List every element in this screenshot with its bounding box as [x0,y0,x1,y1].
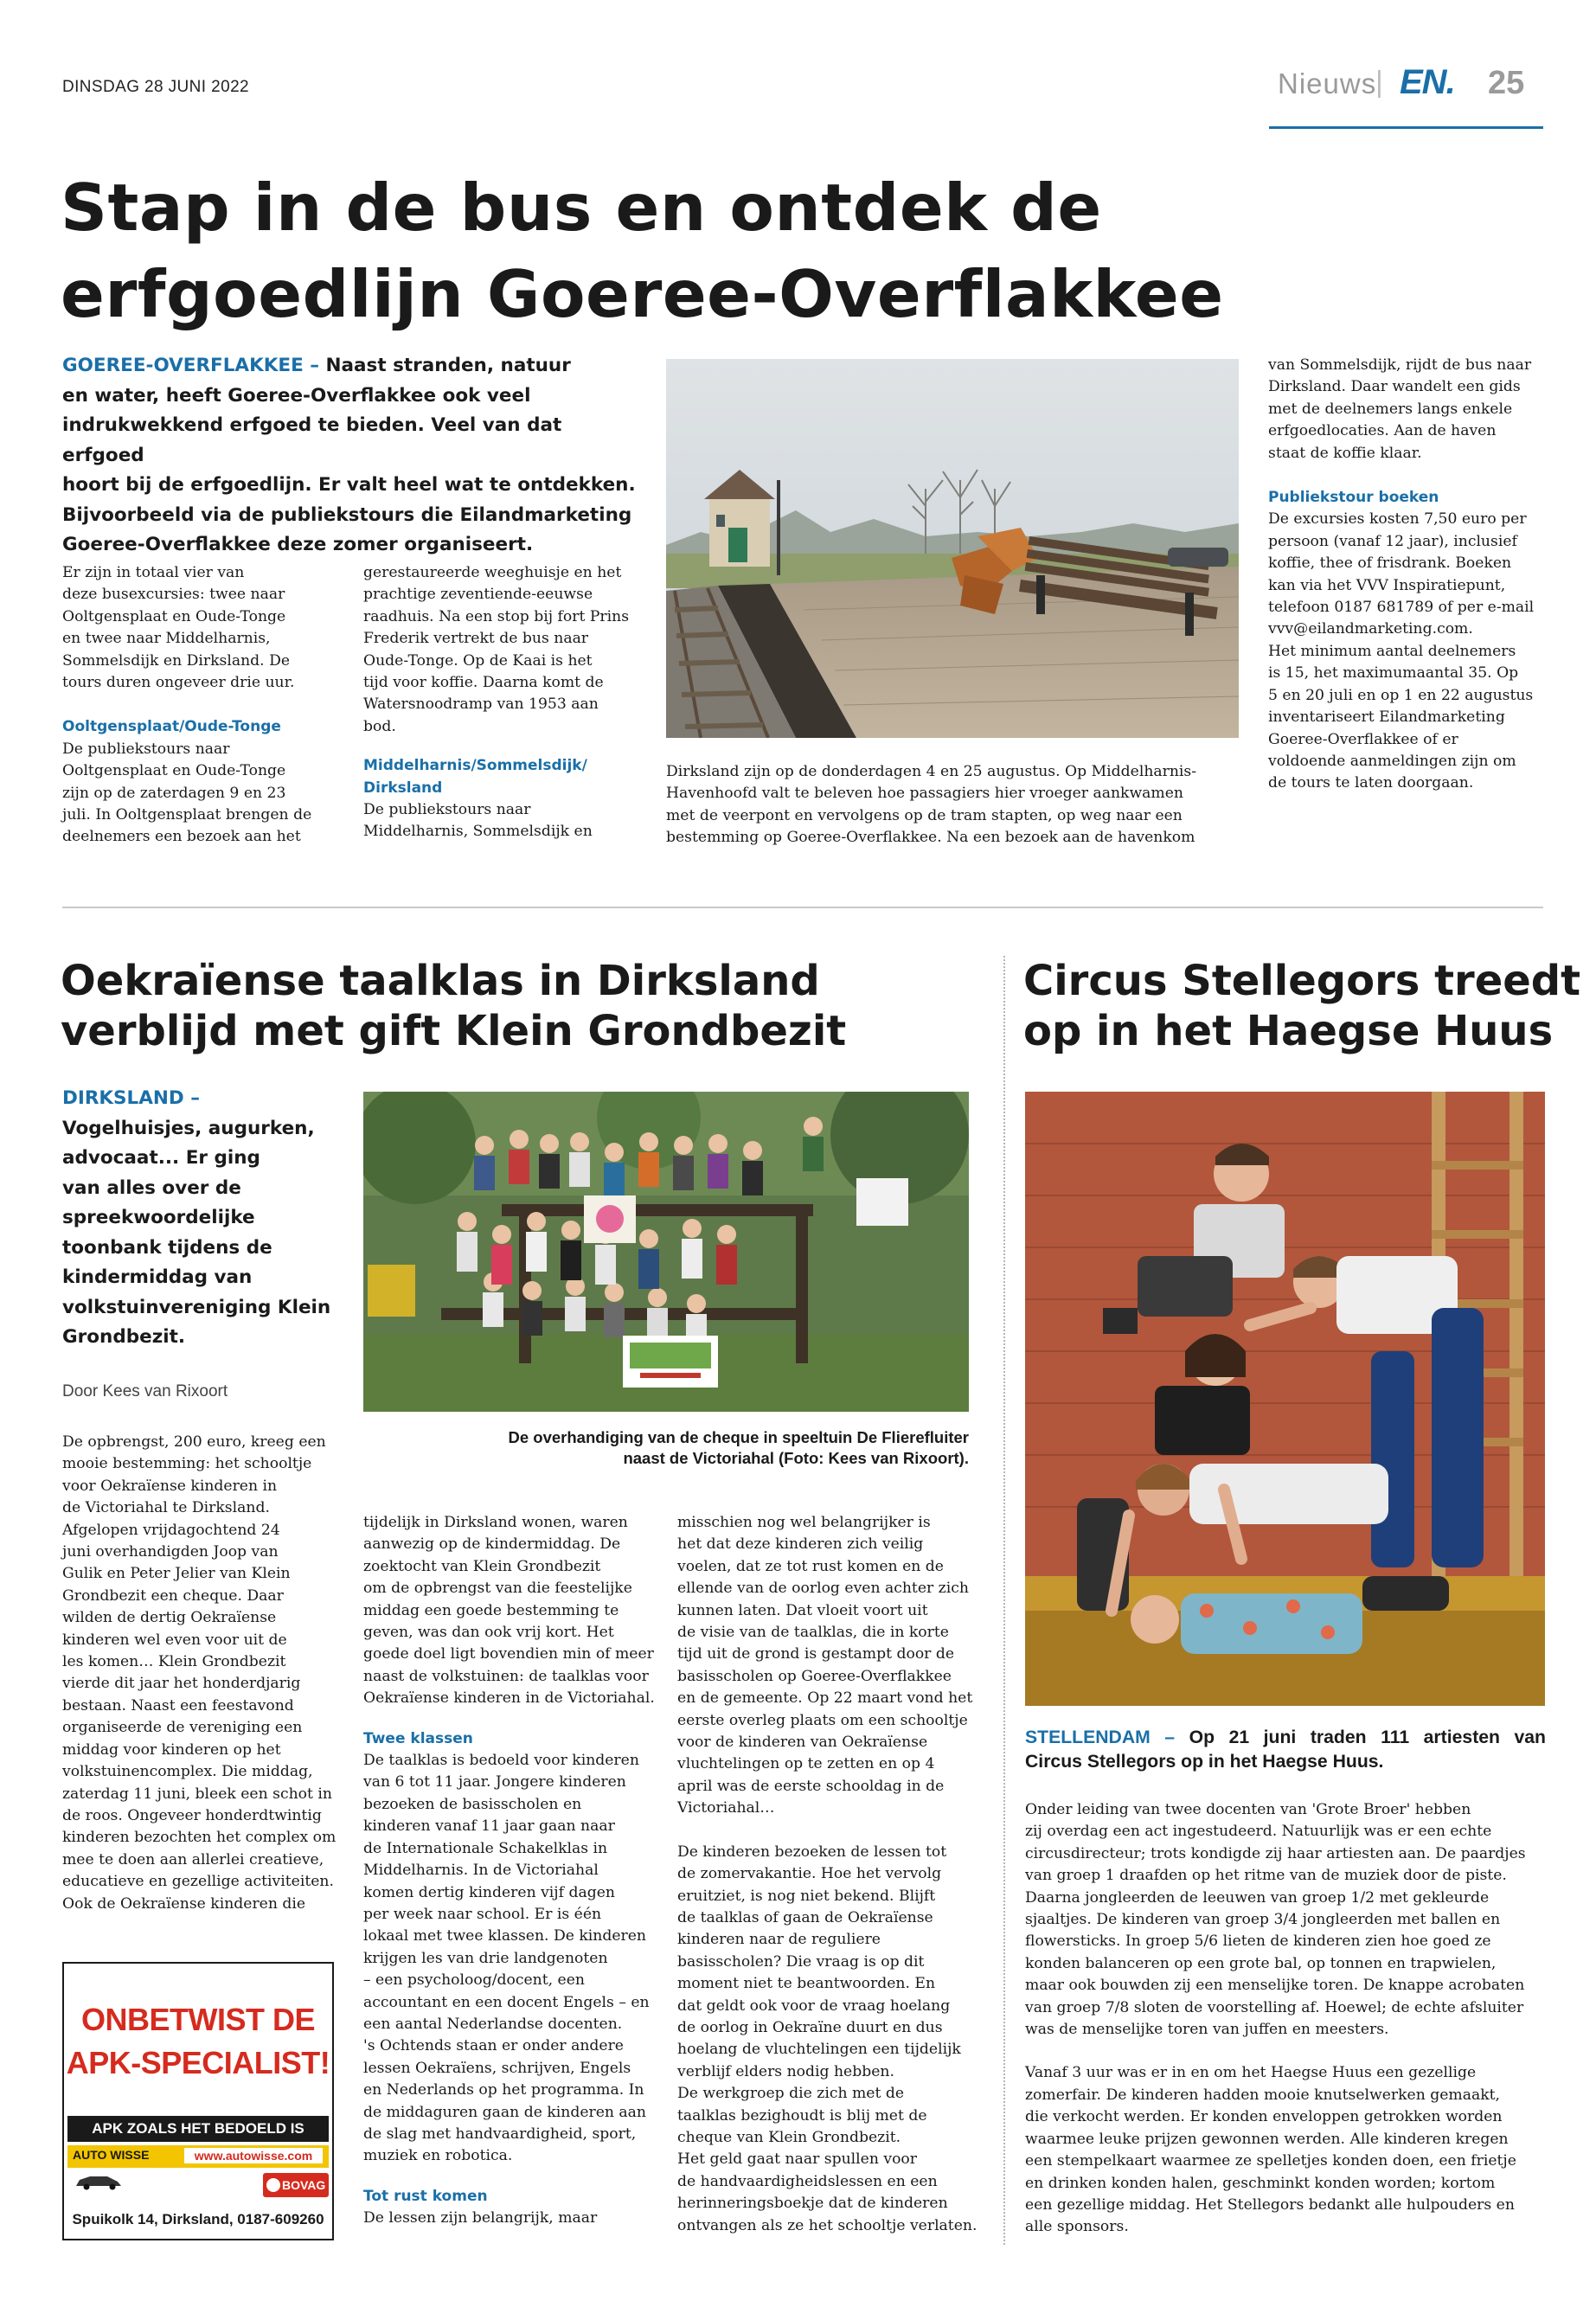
ad-headline: ONBETWIST DE APK-SPECIALIST! [66,2002,330,2080]
newspaper-logo: EN. [1400,63,1455,101]
article2-lead: DIRKSLAND – Vogelhuisjes, augurken, advocaat... Er ging van alles over de spreekwoordelijke toonbank tijdens de kindermiddag van volkstuinvereniging Klein Grondbezit. [62,1084,356,1353]
article2-headline-line1: Oekraïense taalklas in Dirksland [61,957,820,1005]
article1-lead-location: GOEREE-OVERFLAKKEE – [62,355,320,376]
article1-photo-railway-platform [666,359,1239,738]
ad-brand-bar [67,2145,329,2168]
ad-address: Spuikolk 14, Dirksland, 0187-609260 [72,2211,324,2227]
article2-headline [61,956,846,1056]
ad-slogan-bar: APK ZOALS HET BEDOELD IS [67,2116,329,2142]
article3-headline-line1: Circus Stellegors treedt [1023,957,1581,1005]
subheading-ooltgensplaat: Ooltgensplaat/Oude-Tonge [62,718,281,736]
article1-headline [61,164,1224,337]
advertisement-auto-wisse[interactable] [62,1962,334,2240]
ad-car-icon [73,2173,125,2190]
article2-column-3: misschien nog wel belangrijker is het dat deze kinderen zich veilig voelen, dat ze tot rust komen en de ellende van de oorlog even achter zich kunnen laten. Dat vloeit voort uit de visie van de taalklas, die in korte tijd uit de grond is gestampt door de basisscholen op Goeree-Overflakkee en de gemeente. Op 22 maart vond het eerste overleg plaats om een schooltje voor de kinderen van Oekraïense vluchtelingen op te zetten en op 4 april was de eerste schooldag in de Victoriahal… De kinderen bezoeken de lessen tot de zomervakantie. Hoe het vervolg eruitziet, is nog niet bekend. Blijft de taalklas of gaan de Oekraïense kinderen naar de reguliere basisscholen? Die vraag is op dit moment niet te beantwoorden. En dat geldt ook voor de vraag hoelang de oorlog in Oekraïne duurt en dus hoelang de vluchtelingen een tijdelijk verblijf elders nodig hebben. De werkgroep die zich met de taalklas bezighoudt is blij met de cheque van Klein Grondbezit. Het geld gaat naar spullen voor de handvaardigheidslessen en een herinneringsboekje dat de kinderen ontvangen als ze het schooltje verlaten. [677,1514,977,2234]
subheading-publiekstour-boeken: Publiekstour boeken [1268,489,1439,507]
article2-column-1: De opbrengst, 200 euro, kreeg een mooie bestemming: het schooltje voor Oekraïense kinderen in de Victoriahal te Dirksland. Afgelopen vrijdagochtend 24 juni overhandigden Joop van Gulik en Peter Jelier van Klein Grondbezit een cheque. Daar wilden de dertig Oekraïense kinderen wel even voor uit de les komen… Klein Grondbezit vierde dit jaar het honderdjarig bestaan. Naast een feestavond organiseerde de vereniging een middag voor kinderen op het volkstuinencomplex. Die middag, zaterdag 11 juni, bleek een schot in de roos. Ongeveer honderdtwintig kinderen bezochten het complex om mee te doen aan allerlei creatieve, educatieve en gezellige activiteiten. Ook de Oekraïense kinderen die [62,1433,337,1913]
article1-column-4: van Sommelsdijk, rijdt de bus naar Dirksland. Daar wandelt een gids met de deelnemers langs enkele erfgoedlocaties. Aan de haven staat de koffie klaar. Publiekstour boeken De excursies kosten 7,50 euro per persoon (vanaf 12 jaar), inclusief koffie, thee of frisdrank. Boeken kan via het VVV Inspiratiepunt, telefoon 0187 681789 of per e-mail vvv@eilandmarketing.com. Het minimum aantal deelnemers is 15, het maximumaantal 35. Op 5 en 20 juli en op 1 en 22 augustus inventariseert Eilandmarketing Goeree-Overflakkee of er voldoende aanmeldingen zijn om de tours te laten doorgaan. [1268,355,1554,795]
article3-headline [1023,956,1580,1056]
subheading-middelharnis: Middelharnis/Sommelsdijk/ Dirksland [363,757,587,797]
article1-lead: GOEREE-OVERFLAKKEE – Naast stranden, natuur en water, heeft Goeree-Overflakkee ook veel indrukwekkend erfgoed te bieden. Veel van dat erfgoed hoort bij de erfgoedlijn. Er valt heel wat te ontdekken. Bijvoorbeeld via de publiekstours die Eilandmarketing Goeree-Overflakkee deze zomer organiseert. [62,355,636,555]
ad-brand: AUTO WISSE [73,2148,150,2162]
article3-body: Onder leiding van twee docenten van 'Grote Broer' hebben zij overdag een act ingestudeerd. Natuurlijk was er een echte circusdirecteur; trots kondigde zij haar artiesten aan. De paardjes van groep 1 draafden op het ritme van de muziek door de piste. Daarna jongleerden de leeuwen van groep 1/2 met gekleurde sjaaltjes. De kinderen van groep 3/4 jongleerden met ballen en flowersticks. In groep 5/6 lieten de kinderen zien hoe goed ze konden balanceren op een grote bal, op tonnen en trapwielen, maar ook bouwden zij een menselijke toren. De knappe acrobaten van groep 7/8 sloten de voorstelling af. Hoewel; de echte afsluiter was de menselijke toren van juffen en meesters. Vanaf 3 uur was er in en om het Haegse Huus een gezellige zomerfair. De kinderen hadden mooie knutselwerken gemaakt, die verkocht werden. Er konden enveloppen getrokken worden waarmee leuke prijzen gewonnen werden. Alle kinderen kregen een stempelkaart waarmee ze spelletjes konden doen, een frietje en drinken konden halen, geschminkt konden worden; kortom een gezellige middag. Het Stellegors bedankt alle hulpouders en alle sponsors. [1025,1801,1526,2236]
article3-lead: STELLENDAM – Op 21 juni traden 111 artiesten van Circus Stellegors op in het Haegse Huus. [1025,1727,1547,1772]
article3-headline-line2: op in het Haegse Huus [1023,1007,1554,1055]
article2-photo-cheque-handover [363,1092,969,1412]
bovag-text: BOVAG [282,2178,326,2192]
article1-headline-line2: erfgoedlijn Goeree-Overflakkee [61,256,1224,332]
subheading-tot-rust-komen: Tot rust komen [363,2187,488,2205]
article1-column-1: Er zijn in totaal vier van deze busexcursies: twee naar Ooltgensplaat en Oude-Tonge en twee naar Middelharnis, Sommelsdijk en Dirksland. De tours duren ongeveer drie uur. Ooltgensplaat/Oude-Tonge De publiekstours naar Ooltgensplaat en Oude-Tonge zijn op de zaterdagen 9 en 23 juli. In Ooltgensplaat brengen de deelnemers een bezoek aan het [62,562,356,849]
bovag-logo [263,2173,329,2197]
issue-date: DINSDAG 28 JUNI 2022 [62,78,250,96]
bovag-emblem-icon [266,2178,280,2192]
section-separator: | [1375,66,1383,99]
article1-column-3: Dirksland zijn op de donderdagen 4 en 25 augustus. Op Middelharnis- Havenhoofd valt te beleven hoe passagiers hier vroeger aankwamen met de veerpont en vervolgens op de tram stapten, op weg naar een bestemming op Goeree-Overflakkee. Na een bezoek aan de havenkom [666,763,1197,847]
railway-platform-photo [666,359,1239,738]
article2-byline: Door Kees van Rixoort [62,1382,228,1400]
page-number: 25 [1488,65,1525,101]
article2-headline-line2: verblijd met gift Klein Grondbezit [61,1007,847,1055]
ad-url[interactable]: www.autowisse.com [184,2148,323,2163]
subheading-twee-klassen: Twee klassen [363,1729,473,1747]
article2-photo-caption: De overhandiging van de cheque in speeltuin De Flierefluiter naast de Victoriahal (Foto: Kees van Rixoort). [508,1428,969,1467]
circus-acrobats-photo [1025,1092,1545,1706]
article3-photo-human-tower [1025,1092,1545,1706]
article1-column-2: gerestaureerde weeghuisje en het prachtige zeventiende-eeuwse raadhuis. Na een stop bij fort Prins Frederik vertrekt de bus naar Oude-Tonge. Op de Kaai is het tijd voor koffie. Daarna komt de Watersnoodramp van 1953 aan bod. Middelharnis/Sommelsdijk/ Dirksland De publiekstours naar Middelharnis, Sommelsdijk en [363,562,657,843]
section-label: Nieuws [1278,67,1377,99]
header-rule [1269,126,1543,129]
article2-column-2: tijdelijk in Dirksland wonen, waren aanwezig op de kindermiddag. De zoektocht van Klein Grondbezit om de opbrengst van die feestelijke middag een goede bestemming te geven, was dan ook vrij kort. Het goede doel ligt bovendien min of meer naast de volkstuinen: de taalklas voor Oekraïense kinderen in de Victoriahal. Twee klassen De taalklas is bedoeld voor kinderen van 6 tot 11 jaar. Jongere kinderen bezoeken de basisscholen en kinderen vanaf 11 jaar gaan naar de Internationale Schakelklas in Middelharnis. In de Victoriahal komen dertig kinderen vijf dagen per week naar school. Er is één lokaal met twee klassen. De kinderen krijgen les van drie landgenoten – een psycholoog/docent, een accountant en een docent Engels – en een aantal Nederlandse docenten. 's Ochtends staan er onder andere lessen Oekraïens, schrijven, Engels en Nederlands op het programma. In de middaguren gaan de kinderen aan de slag met handvaardigheid, sport, muziek en robotica. Tot rust komen De lessen zijn belangrijk, maar [363,1512,662,2230]
article3-lead-location: STELLENDAM – [1025,1727,1176,1747]
article2-lead-location: DIRKSLAND – [62,1087,200,1109]
section-divider [62,907,1543,908]
article1-headline-line1: Stap in de bus en ontdek de [61,170,1102,246]
playground-group-photo [363,1092,969,1412]
column-divider [1003,956,1005,2245]
